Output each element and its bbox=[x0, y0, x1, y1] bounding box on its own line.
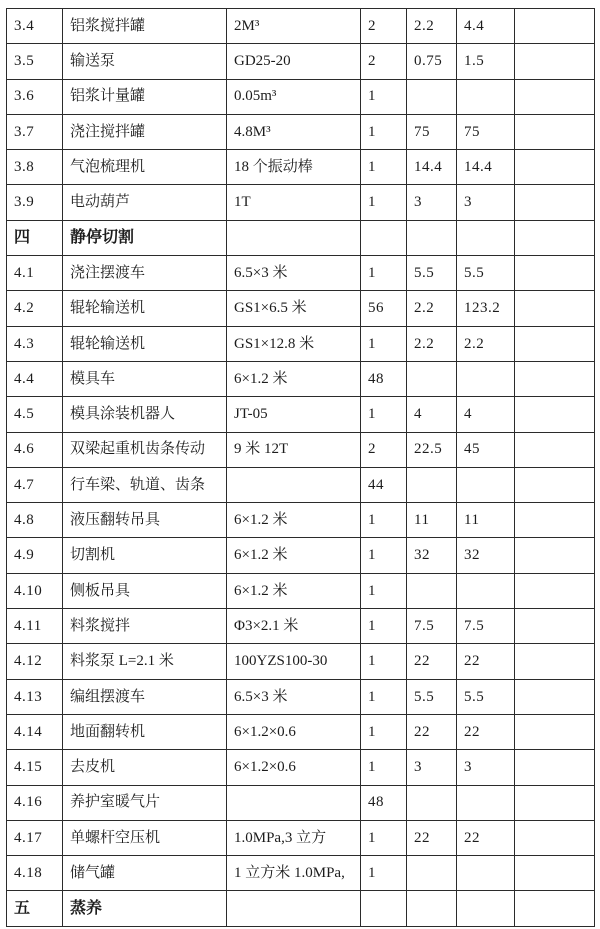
remark-cell bbox=[515, 538, 595, 573]
equipment-name-cell: 侧板吊具 bbox=[63, 573, 227, 608]
remark-cell bbox=[515, 326, 595, 361]
quantity-cell: 1 bbox=[361, 326, 407, 361]
quantity-cell bbox=[361, 891, 407, 926]
table-row bbox=[7, 785, 595, 820]
equipment-name-cell: 地面翻转机 bbox=[63, 714, 227, 749]
total-power-cell: 3 bbox=[457, 185, 515, 220]
remark-cell bbox=[515, 9, 595, 44]
total-power-cell: 22 bbox=[457, 644, 515, 679]
row-number-cell: 四 bbox=[7, 220, 63, 255]
total-power-cell: 4 bbox=[457, 397, 515, 432]
quantity-cell: 1 bbox=[361, 114, 407, 149]
table-row bbox=[7, 185, 595, 220]
row-number-cell: 4.5 bbox=[7, 397, 63, 432]
row-number-cell: 4.8 bbox=[7, 503, 63, 538]
remark-cell bbox=[515, 44, 595, 79]
total-power-cell: 75 bbox=[457, 114, 515, 149]
equipment-name-cell: 静停切割 bbox=[63, 220, 227, 255]
table-row bbox=[7, 714, 595, 749]
power-cell: 32 bbox=[407, 538, 457, 573]
equipment-name-cell: 行车梁、轨道、齿条 bbox=[63, 467, 227, 502]
power-cell: 4 bbox=[407, 397, 457, 432]
spec-cell: 6×1.2 米 bbox=[227, 538, 361, 573]
table-row bbox=[7, 79, 595, 114]
spec-cell: 6×1.2 米 bbox=[227, 573, 361, 608]
remark-cell bbox=[515, 573, 595, 608]
row-number-cell: 4.13 bbox=[7, 679, 63, 714]
quantity-cell: 1 bbox=[361, 256, 407, 291]
equipment-name-cell: 编组摆渡车 bbox=[63, 679, 227, 714]
remark-cell bbox=[515, 291, 595, 326]
equipment-name-cell: 气泡梳理机 bbox=[63, 150, 227, 185]
equipment-name-cell: 模具涂装机器人 bbox=[63, 397, 227, 432]
remark-cell bbox=[515, 820, 595, 855]
section-row bbox=[7, 891, 595, 926]
quantity-cell: 1 bbox=[361, 503, 407, 538]
row-number-cell: 4.18 bbox=[7, 856, 63, 891]
equipment-name-cell: 模具车 bbox=[63, 361, 227, 396]
spec-cell: 9 米 12T bbox=[227, 432, 361, 467]
row-number-cell: 4.10 bbox=[7, 573, 63, 608]
equipment-table-body bbox=[7, 9, 595, 927]
remark-cell bbox=[515, 679, 595, 714]
power-cell bbox=[407, 467, 457, 502]
total-power-cell bbox=[457, 220, 515, 255]
total-power-cell: 5.5 bbox=[457, 679, 515, 714]
row-number-cell: 3.9 bbox=[7, 185, 63, 220]
quantity-cell: 1 bbox=[361, 150, 407, 185]
row-number-cell: 4.6 bbox=[7, 432, 63, 467]
row-number-cell: 4.14 bbox=[7, 714, 63, 749]
remark-cell bbox=[515, 256, 595, 291]
power-cell: 22 bbox=[407, 644, 457, 679]
spec-cell: 6×1.2 米 bbox=[227, 503, 361, 538]
table-row bbox=[7, 326, 595, 361]
power-cell bbox=[407, 856, 457, 891]
total-power-cell bbox=[457, 891, 515, 926]
spec-cell: 6×1.2 米 bbox=[227, 361, 361, 396]
power-cell: 0.75 bbox=[407, 44, 457, 79]
row-number-cell: 4.11 bbox=[7, 609, 63, 644]
total-power-cell bbox=[457, 467, 515, 502]
spec-cell bbox=[227, 891, 361, 926]
row-number-cell: 3.8 bbox=[7, 150, 63, 185]
spec-cell: 100YZS100-30 bbox=[227, 644, 361, 679]
remark-cell bbox=[515, 150, 595, 185]
equipment-name-cell: 电动葫芦 bbox=[63, 185, 227, 220]
table-row bbox=[7, 361, 595, 396]
power-cell: 5.5 bbox=[407, 679, 457, 714]
equipment-name-cell: 切割机 bbox=[63, 538, 227, 573]
power-cell: 3 bbox=[407, 185, 457, 220]
power-cell: 22 bbox=[407, 714, 457, 749]
quantity-cell: 1 bbox=[361, 397, 407, 432]
remark-cell bbox=[515, 644, 595, 679]
total-power-cell: 3 bbox=[457, 750, 515, 785]
quantity-cell: 44 bbox=[361, 467, 407, 502]
remark-cell bbox=[515, 503, 595, 538]
spec-cell: 0.05m³ bbox=[227, 79, 361, 114]
spec-cell: 1.0MPa,3 立方 bbox=[227, 820, 361, 855]
remark-cell bbox=[515, 79, 595, 114]
table-row bbox=[7, 432, 595, 467]
equipment-name-cell: 蒸养 bbox=[63, 891, 227, 926]
spec-cell: 2M³ bbox=[227, 9, 361, 44]
quantity-cell: 1 bbox=[361, 538, 407, 573]
equipment-name-cell: 料浆搅拌 bbox=[63, 609, 227, 644]
remark-cell bbox=[515, 467, 595, 502]
equipment-name-cell: 浇注摆渡车 bbox=[63, 256, 227, 291]
table-row bbox=[7, 397, 595, 432]
power-cell: 5.5 bbox=[407, 256, 457, 291]
power-cell bbox=[407, 891, 457, 926]
equipment-name-cell: 输送泵 bbox=[63, 44, 227, 79]
spec-cell: Φ3×2.1 米 bbox=[227, 609, 361, 644]
spec-cell bbox=[227, 467, 361, 502]
table-row bbox=[7, 644, 595, 679]
quantity-cell: 1 bbox=[361, 750, 407, 785]
table-row bbox=[7, 538, 595, 573]
remark-cell bbox=[515, 609, 595, 644]
quantity-cell: 1 bbox=[361, 609, 407, 644]
table-row bbox=[7, 750, 595, 785]
remark-cell bbox=[515, 432, 595, 467]
total-power-cell: 4.4 bbox=[457, 9, 515, 44]
power-cell bbox=[407, 573, 457, 608]
equipment-name-cell: 铝浆搅拌罐 bbox=[63, 9, 227, 44]
equipment-name-cell: 辊轮输送机 bbox=[63, 326, 227, 361]
equipment-name-cell: 辊轮输送机 bbox=[63, 291, 227, 326]
power-cell bbox=[407, 79, 457, 114]
quantity-cell: 2 bbox=[361, 432, 407, 467]
spec-cell bbox=[227, 220, 361, 255]
quantity-cell: 1 bbox=[361, 714, 407, 749]
quantity-cell: 1 bbox=[361, 856, 407, 891]
total-power-cell: 7.5 bbox=[457, 609, 515, 644]
quantity-cell: 1 bbox=[361, 679, 407, 714]
total-power-cell: 45 bbox=[457, 432, 515, 467]
power-cell bbox=[407, 361, 457, 396]
table-row bbox=[7, 856, 595, 891]
spec-cell: 1T bbox=[227, 185, 361, 220]
total-power-cell bbox=[457, 361, 515, 396]
spec-cell: GD25-20 bbox=[227, 44, 361, 79]
remark-cell bbox=[515, 185, 595, 220]
row-number-cell: 4.12 bbox=[7, 644, 63, 679]
quantity-cell: 48 bbox=[361, 785, 407, 820]
total-power-cell bbox=[457, 785, 515, 820]
row-number-cell: 4.15 bbox=[7, 750, 63, 785]
spec-cell: 18 个振动棒 bbox=[227, 150, 361, 185]
spec-cell: JT-05 bbox=[227, 397, 361, 432]
row-number-cell: 4.7 bbox=[7, 467, 63, 502]
table-row bbox=[7, 114, 595, 149]
power-cell: 14.4 bbox=[407, 150, 457, 185]
spec-cell: GS1×12.8 米 bbox=[227, 326, 361, 361]
row-number-cell: 4.4 bbox=[7, 361, 63, 396]
section-row bbox=[7, 220, 595, 255]
equipment-name-cell: 液压翻转吊具 bbox=[63, 503, 227, 538]
equipment-name-cell: 双梁起重机齿条传动 bbox=[63, 432, 227, 467]
total-power-cell: 2.2 bbox=[457, 326, 515, 361]
total-power-cell: 123.2 bbox=[457, 291, 515, 326]
total-power-cell: 14.4 bbox=[457, 150, 515, 185]
quantity-cell: 1 bbox=[361, 573, 407, 608]
remark-cell bbox=[515, 856, 595, 891]
total-power-cell bbox=[457, 79, 515, 114]
table-row bbox=[7, 503, 595, 538]
quantity-cell: 56 bbox=[361, 291, 407, 326]
power-cell: 2.2 bbox=[407, 326, 457, 361]
quantity-cell bbox=[361, 220, 407, 255]
remark-cell bbox=[515, 714, 595, 749]
power-cell: 22 bbox=[407, 820, 457, 855]
power-cell: 7.5 bbox=[407, 609, 457, 644]
quantity-cell: 1 bbox=[361, 644, 407, 679]
row-number-cell: 4.3 bbox=[7, 326, 63, 361]
total-power-cell: 32 bbox=[457, 538, 515, 573]
power-cell bbox=[407, 785, 457, 820]
table-row bbox=[7, 9, 595, 44]
quantity-cell: 1 bbox=[361, 820, 407, 855]
row-number-cell: 4.2 bbox=[7, 291, 63, 326]
equipment-name-cell: 去皮机 bbox=[63, 750, 227, 785]
remark-cell bbox=[515, 785, 595, 820]
quantity-cell: 1 bbox=[361, 185, 407, 220]
table-row bbox=[7, 573, 595, 608]
table-row bbox=[7, 609, 595, 644]
power-cell: 75 bbox=[407, 114, 457, 149]
spec-cell: 6.5×3 米 bbox=[227, 256, 361, 291]
row-number-cell: 3.6 bbox=[7, 79, 63, 114]
spec-cell: 6×1.2×0.6 bbox=[227, 750, 361, 785]
remark-cell bbox=[515, 220, 595, 255]
table-row bbox=[7, 679, 595, 714]
remark-cell bbox=[515, 397, 595, 432]
spec-cell: 6×1.2×0.6 bbox=[227, 714, 361, 749]
total-power-cell: 11 bbox=[457, 503, 515, 538]
table-row bbox=[7, 467, 595, 502]
row-number-cell: 3.5 bbox=[7, 44, 63, 79]
spec-cell bbox=[227, 785, 361, 820]
table-row bbox=[7, 150, 595, 185]
quantity-cell: 2 bbox=[361, 9, 407, 44]
remark-cell bbox=[515, 891, 595, 926]
equipment-table bbox=[6, 8, 595, 927]
table-row bbox=[7, 820, 595, 855]
power-cell: 22.5 bbox=[407, 432, 457, 467]
table-row bbox=[7, 44, 595, 79]
spec-cell: 1 立方米 1.0MPa, bbox=[227, 856, 361, 891]
equipment-name-cell: 浇注搅拌罐 bbox=[63, 114, 227, 149]
quantity-cell: 1 bbox=[361, 79, 407, 114]
power-cell: 3 bbox=[407, 750, 457, 785]
remark-cell bbox=[515, 750, 595, 785]
power-cell bbox=[407, 220, 457, 255]
equipment-name-cell: 储气罐 bbox=[63, 856, 227, 891]
total-power-cell: 1.5 bbox=[457, 44, 515, 79]
equipment-name-cell: 料浆泵 L=2.1 米 bbox=[63, 644, 227, 679]
power-cell: 11 bbox=[407, 503, 457, 538]
spec-cell: 4.8M³ bbox=[227, 114, 361, 149]
total-power-cell bbox=[457, 573, 515, 608]
spec-cell: GS1×6.5 米 bbox=[227, 291, 361, 326]
equipment-name-cell: 铝浆计量罐 bbox=[63, 79, 227, 114]
remark-cell bbox=[515, 361, 595, 396]
total-power-cell bbox=[457, 856, 515, 891]
row-number-cell: 4.17 bbox=[7, 820, 63, 855]
remark-cell bbox=[515, 114, 595, 149]
row-number-cell: 4.16 bbox=[7, 785, 63, 820]
total-power-cell: 22 bbox=[457, 820, 515, 855]
row-number-cell: 3.4 bbox=[7, 9, 63, 44]
table-row bbox=[7, 256, 595, 291]
row-number-cell: 4.1 bbox=[7, 256, 63, 291]
spec-cell: 6.5×3 米 bbox=[227, 679, 361, 714]
table-row bbox=[7, 291, 595, 326]
total-power-cell: 5.5 bbox=[457, 256, 515, 291]
row-number-cell: 4.9 bbox=[7, 538, 63, 573]
total-power-cell: 22 bbox=[457, 714, 515, 749]
equipment-name-cell: 养护室暖气片 bbox=[63, 785, 227, 820]
power-cell: 2.2 bbox=[407, 9, 457, 44]
power-cell: 2.2 bbox=[407, 291, 457, 326]
row-number-cell: 3.7 bbox=[7, 114, 63, 149]
equipment-name-cell: 单螺杆空压机 bbox=[63, 820, 227, 855]
quantity-cell: 2 bbox=[361, 44, 407, 79]
row-number-cell: 五 bbox=[7, 891, 63, 926]
quantity-cell: 48 bbox=[361, 361, 407, 396]
